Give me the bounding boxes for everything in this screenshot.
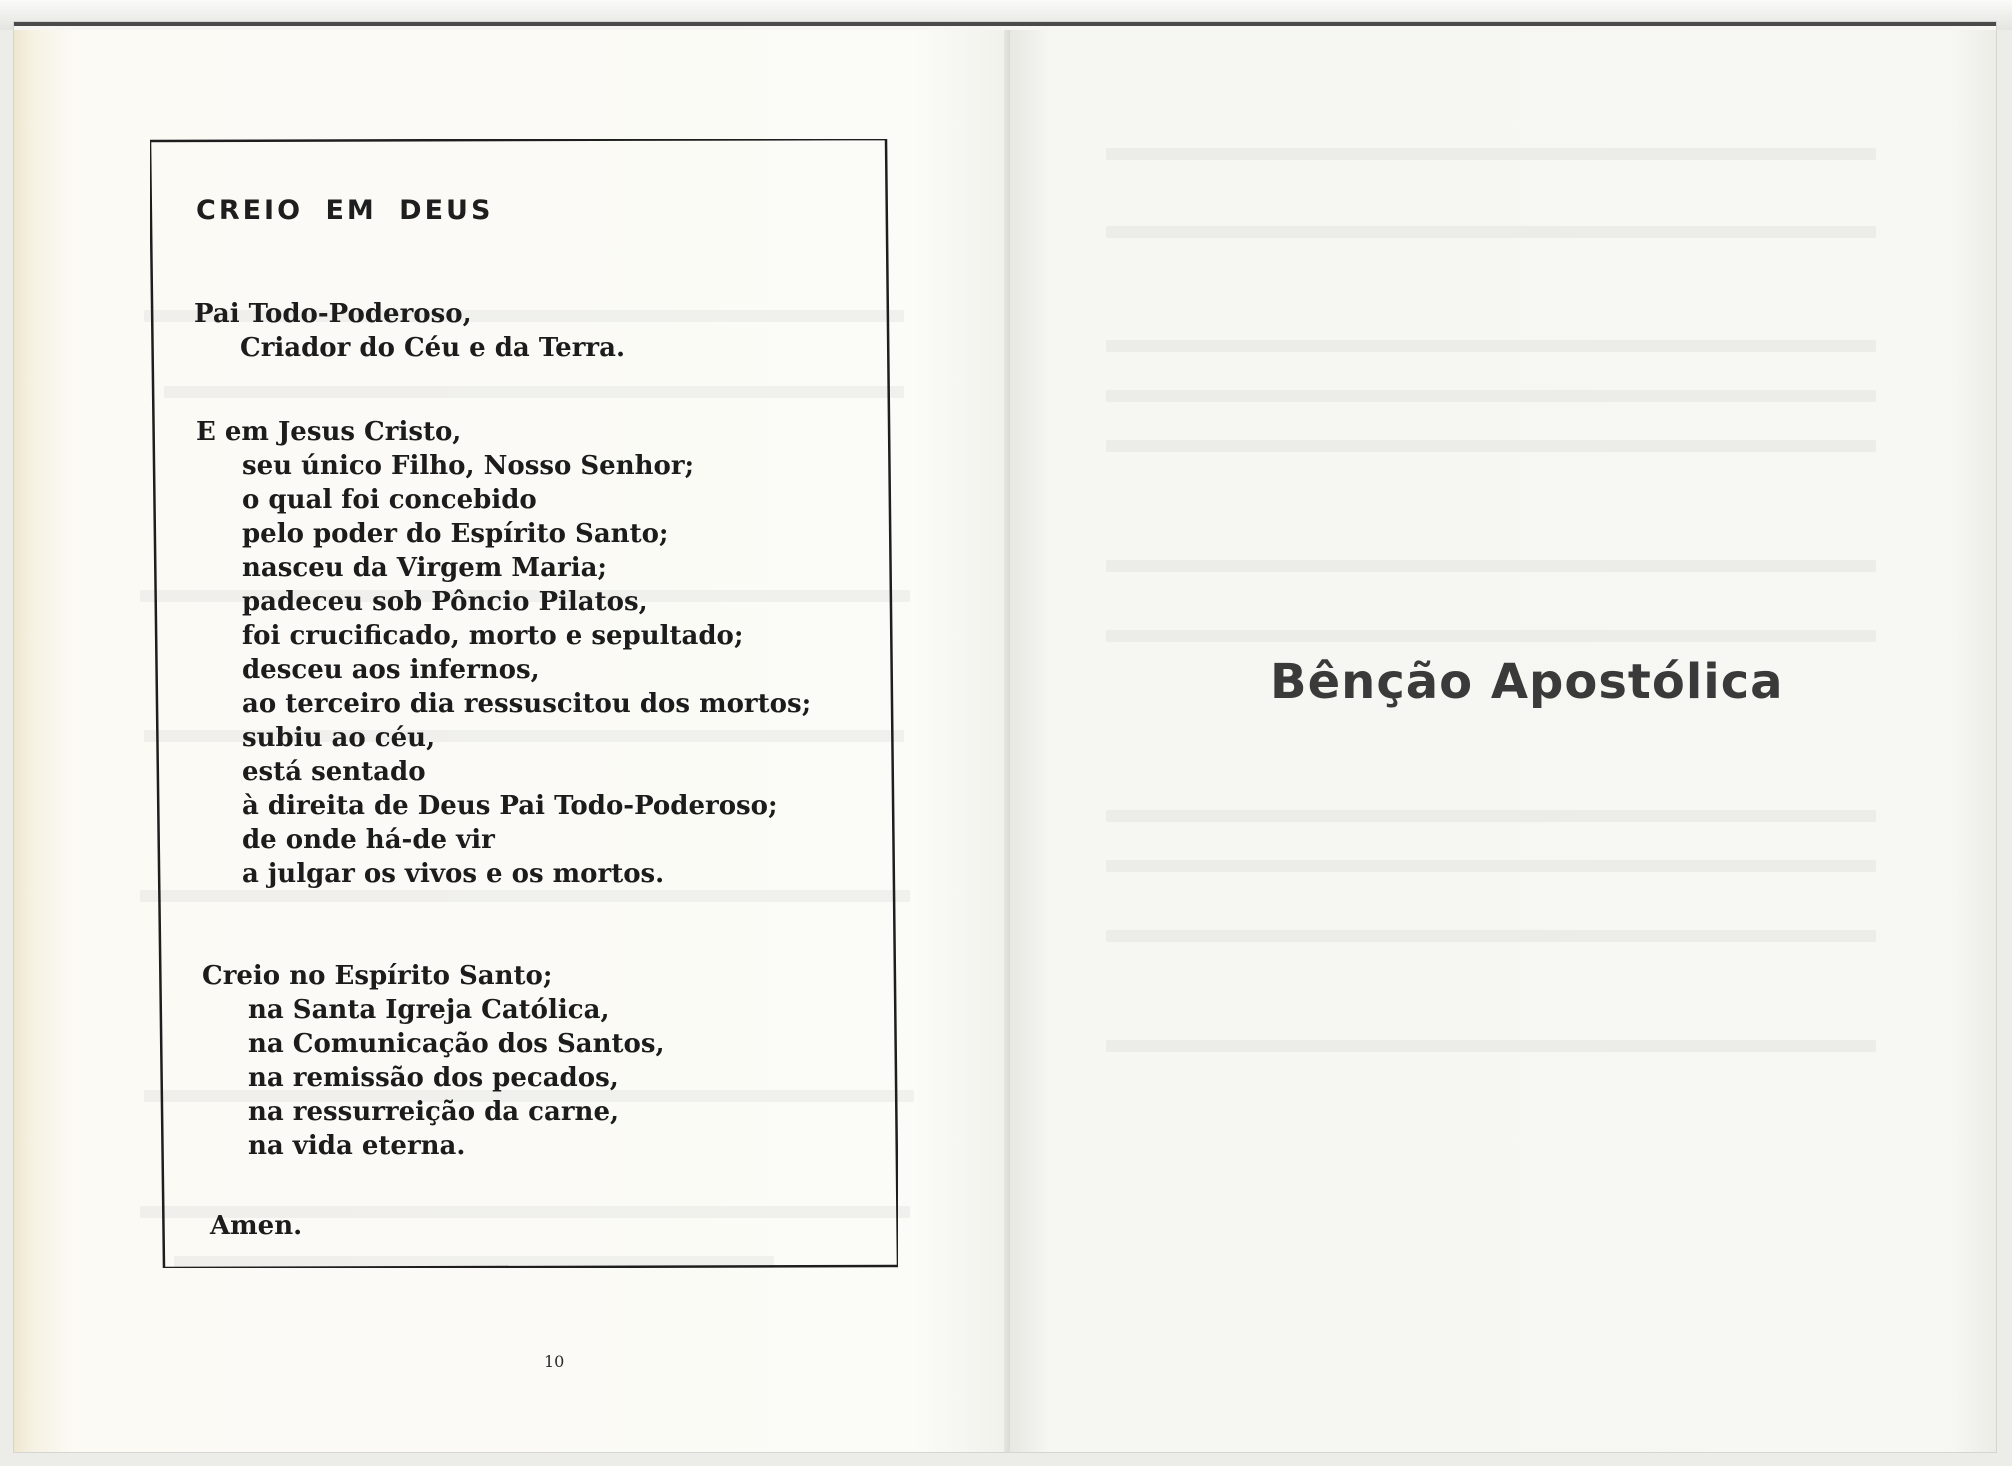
creed-heading: CREIO EM DEUS <box>196 195 494 226</box>
creed-line: seu único Filho, Nosso Senhor; <box>242 451 695 481</box>
section-title: Bênção Apostólica <box>1270 654 1784 710</box>
creed-line: padeceu sob Pôncio Pilatos, <box>242 587 648 617</box>
open-booklet <box>14 22 1996 1452</box>
creed-line: está sentado <box>242 757 426 787</box>
page-number: 10 <box>544 1352 565 1371</box>
creed-line: desceu aos infernos, <box>242 655 540 685</box>
creed-stanza-son <box>196 415 811 891</box>
bleed-through-line <box>1106 226 1876 238</box>
creed-line: na remissão dos pecados, <box>248 1063 619 1093</box>
creed-line: o qual foi concebido <box>242 485 537 515</box>
creed-line: nasceu da Virgem Maria; <box>242 553 608 583</box>
bleed-through-line <box>1106 440 1876 452</box>
creed-line: de onde há-de vir <box>242 825 495 855</box>
creed-stanza-spirit <box>202 959 665 1163</box>
creed-line: Creio no Espírito Santo; <box>202 961 553 991</box>
bleed-through-line <box>1106 860 1876 872</box>
left-page <box>14 30 1010 1452</box>
creed-amen: Amen. <box>210 1211 303 1241</box>
creed-line: na Santa Igreja Católica, <box>248 995 610 1025</box>
bleed-through-line <box>1106 340 1876 352</box>
creed-line: à direita de Deus Pai Todo-Poderoso; <box>242 791 778 821</box>
bleed-through-line <box>1106 1040 1876 1052</box>
creed-line: ao terceiro dia ressuscitou dos mortos; <box>242 689 812 719</box>
bleed-through-line <box>1106 810 1876 822</box>
creed-line: subiu ao céu, <box>242 723 436 753</box>
right-page <box>1010 30 1996 1452</box>
creed-line: Criador do Céu e da Terra. <box>240 333 626 363</box>
creed-line: foi crucificado, morto e sepultado; <box>242 621 744 651</box>
bleed-through-line <box>1106 930 1876 942</box>
bleed-through-line <box>1106 390 1876 402</box>
bleed-through-line <box>1106 148 1876 160</box>
bleed-through-line <box>1106 630 1876 642</box>
bleed-through-line <box>1106 560 1876 572</box>
creed-line: pelo poder do Espírito Santo; <box>242 519 669 549</box>
creed-stanza-father <box>194 297 625 365</box>
creed-line: Pai Todo-Poderoso, <box>194 299 472 329</box>
creed-frame <box>150 139 898 1268</box>
creed-line: na Comunicação dos Santos, <box>248 1029 665 1059</box>
creed-line: a julgar os vivos e os mortos. <box>242 859 665 889</box>
creed-line: E em Jesus Cristo, <box>196 417 462 447</box>
creed-line: na ressurreição da carne, <box>248 1097 620 1127</box>
creed-line: na vida eterna. <box>248 1131 466 1161</box>
